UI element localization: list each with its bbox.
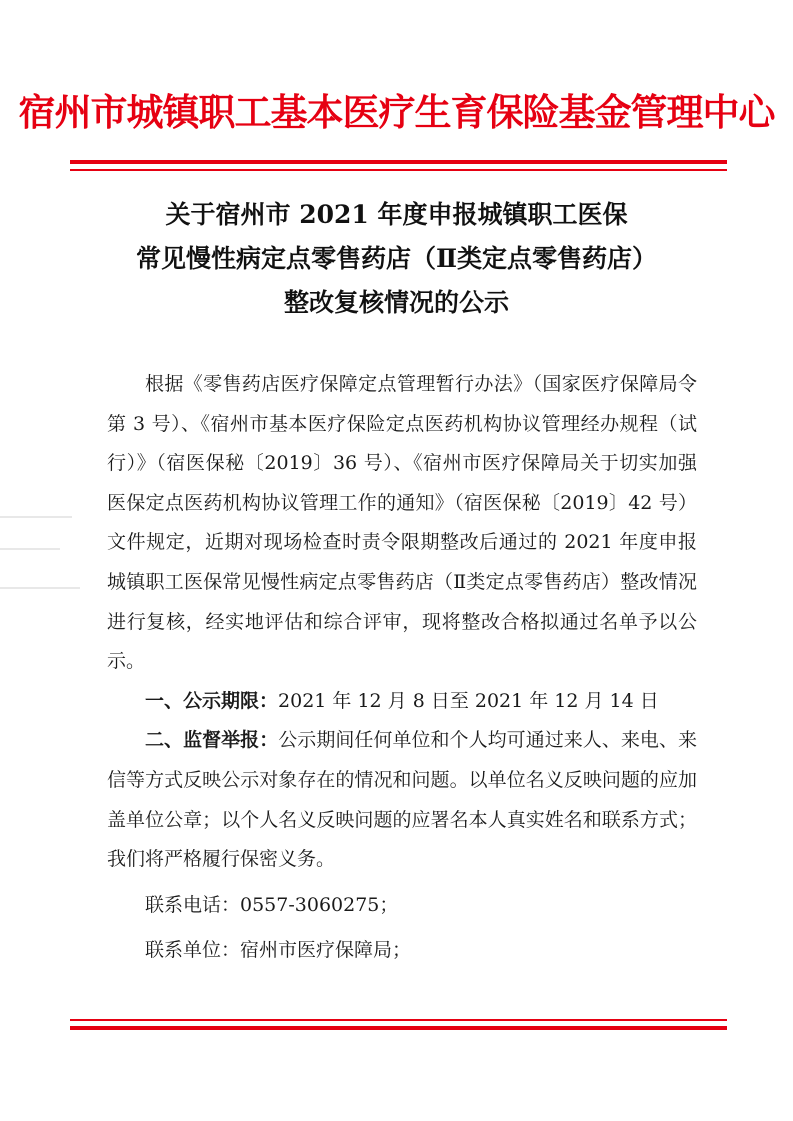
section-1-heading: 一、公示期限： [145,689,279,712]
header-rule-thick [70,160,727,164]
title-line-2: 常见慢性病定点零售药店（Ⅱ类定点零售药店） [135,244,658,273]
org-header: 宿州市城镇职工基本医疗生育保险基金管理中心 [18,90,775,134]
section-2-heading: 二、监督举报： [145,729,279,752]
document-body [107,365,697,971]
header-rule-thin [70,169,727,171]
section-1-text: 2021 年 12 月 8 日至 2021 年 12 月 14 日 [278,689,659,712]
scan-artifact [0,548,60,550]
title-line-3: 整改复核情况的公示 [283,288,509,317]
scan-artifact [0,587,80,589]
document-title [0,193,793,325]
contact-phone: 联系电话：0557-3060275； [145,893,399,916]
section-supervision [107,721,697,879]
title-line-1: 关于宿州市 2021 年度申报城镇职工医保 [165,200,628,229]
section-2-text: 公示期间任何单位和个人均可通过来人、来电、来信等方式反映公示对象存在的情况和问题。以单位名义反映问题的应加盖单位公章；以个人名义反映问题的应署名本人真实姓名和联系方式；我们将严格履行保密义务。 [107,729,697,871]
footer-rule-thin [70,1019,727,1021]
footer-rule-thick [70,1026,727,1030]
scan-artifact [0,516,72,518]
section-notice-period [107,682,697,722]
intro-paragraph: 根据《零售药店医疗保障定点管理暂行办法》（国家医疗保障局令第 3 号）、《宿州市基本医疗保险定点医药机构协议管理经办规程（试行）》（宿医保秘〔2019〕36 号）、《宿州市医疗保障局关于切实加强医保定点医药机构协议管理工作的通知》（宿医保秘〔2019〕42 号）文件规定，近期对现场检查时责令限期整改后通过的 2021 年度申报城镇职工医保常见慢性病定点零售药店（Ⅱ类定点零售药店）整改情况进行复核，经实地评估和综合评审，现将整改合格拟通过名单予以公示。 [107,373,697,673]
contact-unit: 联系单位：宿州市医疗保障局； [145,939,412,962]
